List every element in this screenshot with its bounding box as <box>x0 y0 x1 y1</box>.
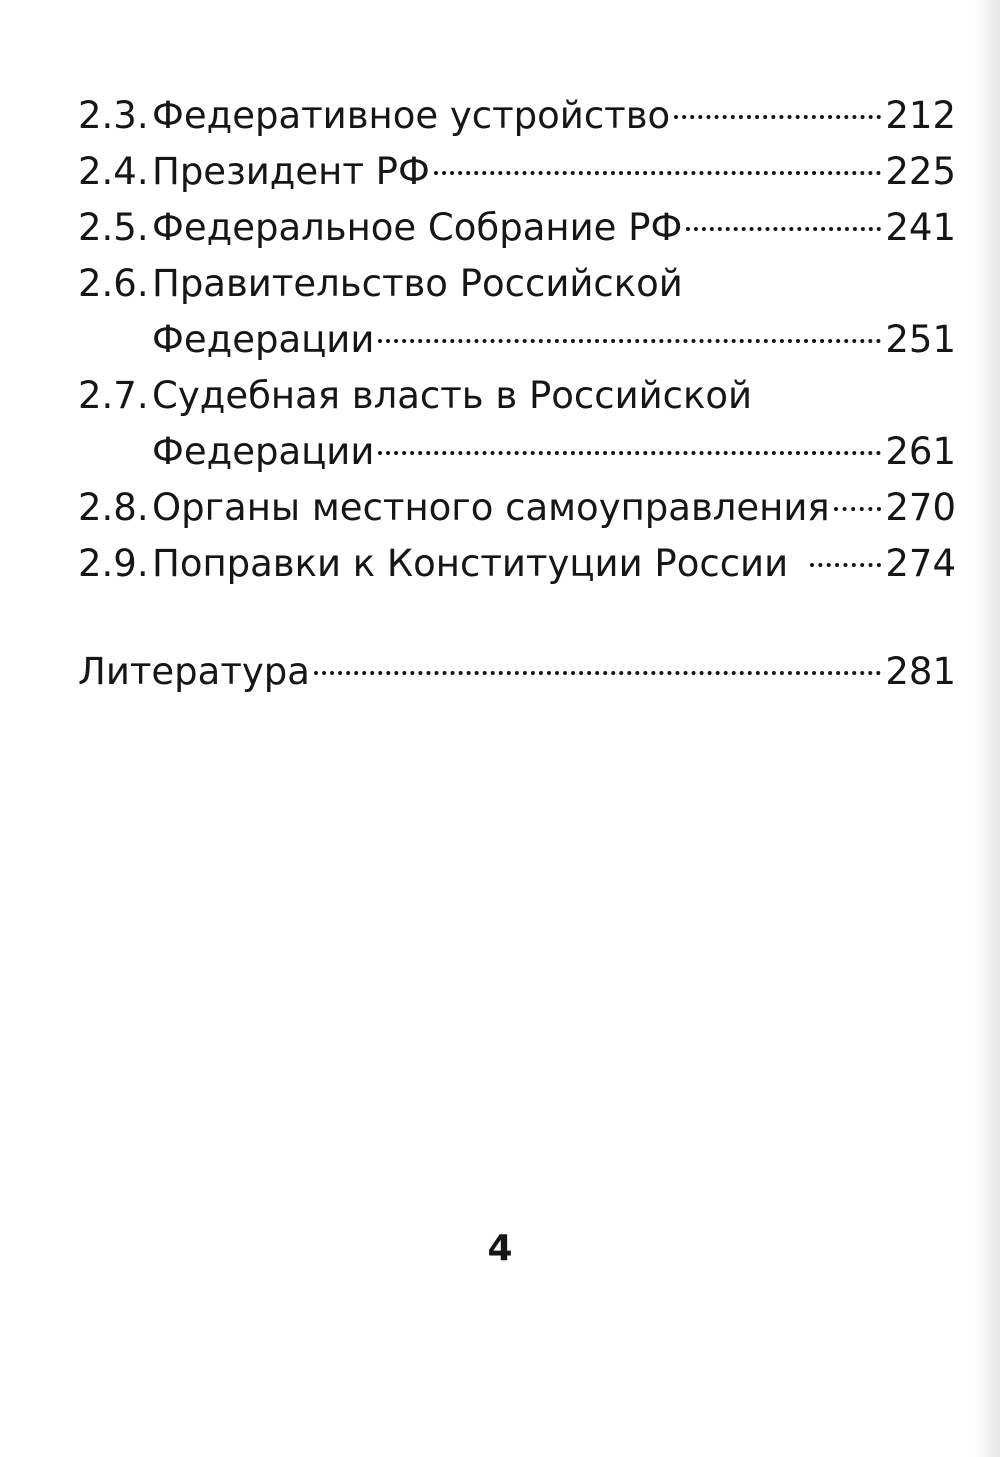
toc-entry-page: 281 <box>885 650 956 693</box>
toc-entry-number: 2.4. <box>78 150 149 193</box>
table-of-contents <box>78 88 956 700</box>
dot-leader <box>378 339 881 343</box>
dot-leader <box>378 451 881 455</box>
toc-entry-page: 225 <box>885 150 956 193</box>
toc-entry-page: 212 <box>885 94 956 137</box>
dot-leader <box>434 171 882 175</box>
toc-entry-title-line2: Федерации <box>152 430 375 473</box>
toc-entry[interactable] <box>78 368 956 480</box>
toc-entry-title: Поправки к Конституции России <box>152 542 789 585</box>
toc-entry-page: 241 <box>885 206 956 249</box>
toc-entry-title-line1: Правительство Российской <box>152 262 683 305</box>
dot-leader <box>674 115 881 119</box>
toc-entry[interactable] <box>78 88 956 144</box>
toc-entry-page: 251 <box>885 318 956 361</box>
dot-leader <box>686 227 881 231</box>
toc-entry-number: 2.9. <box>78 542 149 585</box>
toc-entry-title: Федеральное Собрание РФ <box>152 206 683 249</box>
toc-entry-title: Федеративное устройство <box>152 94 671 137</box>
toc-entry-title: Литература <box>78 650 310 693</box>
toc-entry-title: Президент РФ <box>152 150 430 193</box>
toc-entry[interactable] <box>78 256 956 368</box>
toc-entry-number: 2.5. <box>78 206 149 249</box>
toc-entry[interactable] <box>78 480 956 536</box>
toc-entry-page: 270 <box>885 486 956 529</box>
toc-entry-page: 274 <box>885 542 956 585</box>
toc-entry-number: 2.6. <box>78 262 149 305</box>
toc-entry-page: 261 <box>885 430 956 473</box>
toc-entry-title-line2: Федерации <box>152 318 375 361</box>
toc-entry-literature[interactable] <box>78 644 956 700</box>
toc-entry[interactable] <box>78 536 956 592</box>
toc-entry-number: 2.3. <box>78 94 149 137</box>
toc-spacer <box>78 592 956 644</box>
toc-entry-title-line1: Судебная власть в Российской <box>152 374 753 417</box>
toc-entry[interactable] <box>78 200 956 256</box>
toc-entry-title: Органы местного самоуправления <box>152 486 830 529</box>
dot-leader <box>810 563 881 567</box>
toc-entry[interactable] <box>78 144 956 200</box>
dot-leader <box>314 671 881 675</box>
page-number: 4 <box>487 1228 513 1269</box>
dot-leader <box>834 507 882 511</box>
toc-entry-number: 2.8. <box>78 486 149 529</box>
toc-entry-number: 2.7. <box>78 374 149 417</box>
